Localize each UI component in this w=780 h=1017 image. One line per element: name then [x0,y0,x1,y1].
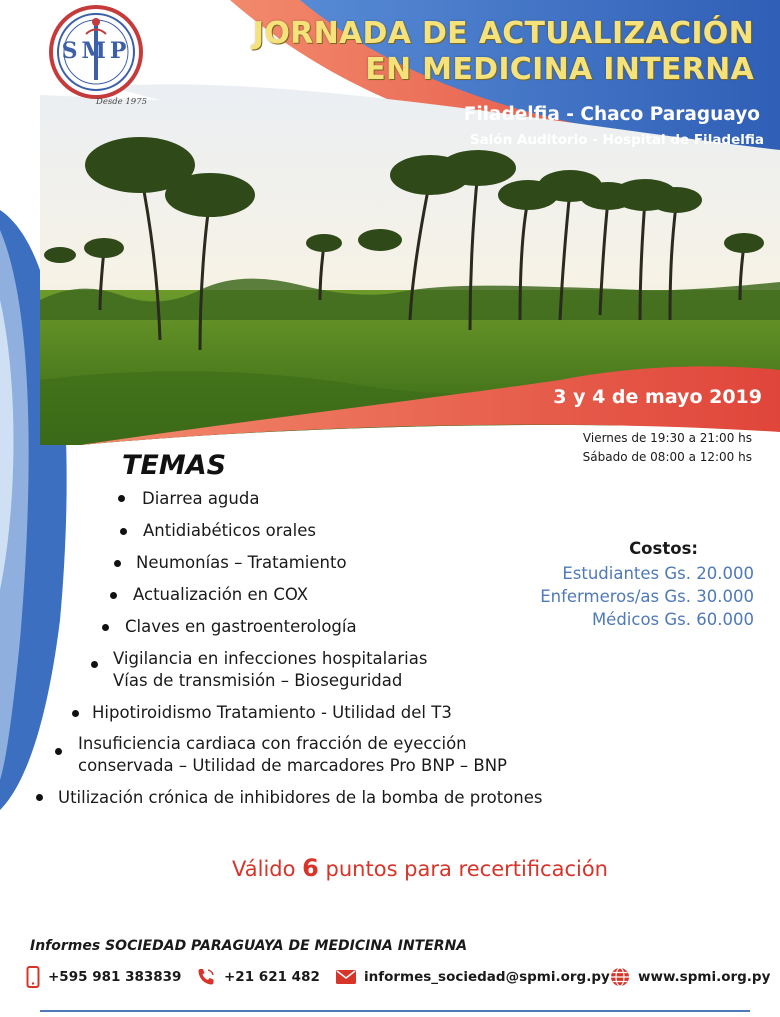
bullet-icon [110,592,117,599]
bullet-icon [55,748,62,755]
event-venue: Salón Auditorio - Hospital de Filadelfia [469,132,764,148]
cost-estudiantes: Estudiantes Gs. 20.000 [562,564,754,583]
recert-suffix: puntos para recertificación [325,857,608,881]
temas-heading: TEMAS [122,450,227,481]
event-title-line-2: EN MEDICINA INTERNA [365,52,754,87]
schedule-saturday: Sábado de 08:00 a 12:00 hs [582,450,752,464]
bullet-icon [120,528,127,535]
contact-landline[interactable] [196,966,320,988]
cost-medicos: Médicos Gs. 60.000 [591,610,754,629]
event-location: Filadelfia - Chaco Paraguayo [463,104,760,125]
bullet-icon [114,560,121,567]
tema-item: Claves en gastroenterología [125,617,357,636]
informes-label: Informes SOCIEDAD PARAGUAYA DE MEDICINA INTERNA [30,938,468,954]
logo-letters: SMP [61,38,131,64]
phone-mobile-text: +595 981 383839 [48,969,182,985]
bullet-icon [72,710,79,717]
globe-icon [610,967,630,987]
cost-enfermeros: Enfermeros/as Gs. 30.000 [540,587,754,606]
tema-item: Actualización en COX [133,585,309,604]
mobile-phone-icon [26,966,40,988]
envelope-icon [336,970,356,984]
recertification-note [232,854,608,882]
contact-website[interactable] [610,966,770,988]
bullet-icon [36,794,43,801]
tema-item: Utilización crónica de inhibidores de la bomba de protones [58,788,543,807]
tema-item: Hipotiroidismo Tratamiento - Utilidad del T3 [92,703,452,722]
spmi-logo [48,4,144,100]
website-text: www.spmi.org.py [638,969,771,985]
tema-item: Neumonías – Tratamiento [136,553,347,572]
footer-divider [40,1010,750,1012]
event-title-line-1: JORNADA DE ACTUALIZACIÓN [252,16,754,51]
tema-item: Diarrea aguda [142,489,260,508]
recert-points: 6 [302,854,319,882]
bullet-icon [102,624,109,631]
contact-mobile[interactable] [26,966,181,988]
phone-landline-text: +21 621 482 [224,969,320,985]
logo-caption: Desde 1975 [96,97,148,107]
contact-email[interactable] [336,966,610,988]
tema-item-continuation: conservada – Utilidad de marcadores Pro BNP – BNP [78,756,507,775]
email-text: informes_sociedad@spmi.org.py [364,969,610,985]
tema-item: Insuficiencia cardiaca con fracción de eyección [78,734,467,753]
recert-prefix: Válido [232,857,296,881]
tema-item: Vigilancia en infecciones hospitalarias [113,649,428,668]
schedule-friday: Viernes de 19:30 a 21:00 hs [582,431,752,445]
tema-item-continuation: Vías de transmisión – Bioseguridad [113,671,403,690]
bullet-icon [118,495,125,502]
costs-heading: Costos: [629,539,698,558]
phone-icon [196,967,216,987]
tema-item: Antidiabéticos orales [143,521,316,540]
event-date: 3 y 4 de mayo 2019 [553,386,762,408]
bullet-icon [91,661,98,668]
